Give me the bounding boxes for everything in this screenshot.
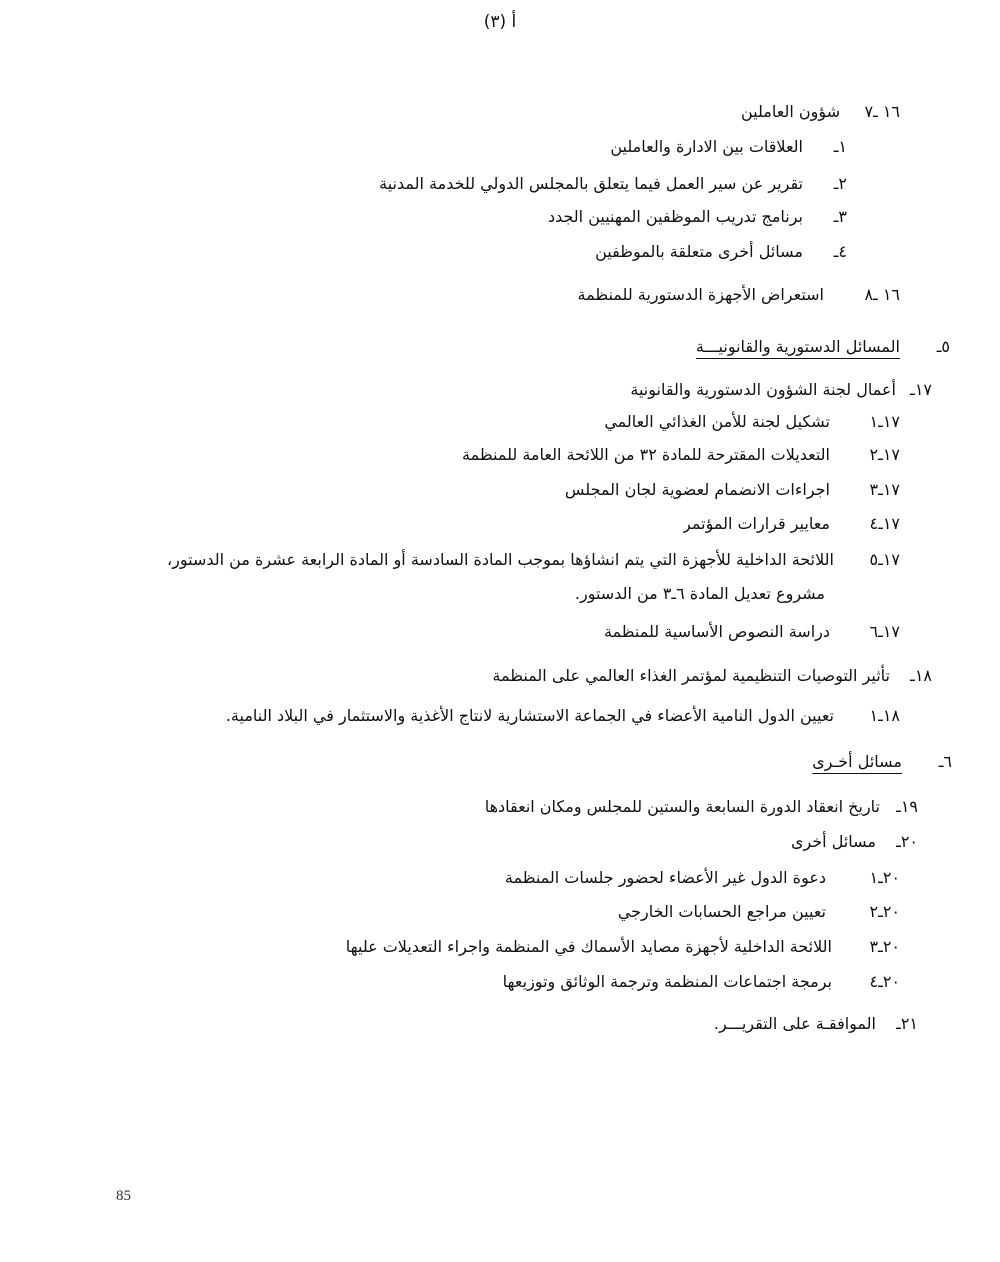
agenda-item-number: ٢٠ـ١ (869, 868, 900, 887)
agenda-item-text: برنامج تدريب الموظفين المهنيين الجدد (547, 207, 803, 226)
agenda-item-text: دراسة النصوص الأساسية للمنظمة (603, 622, 830, 641)
agenda-item-text: أعمال لجنة الشؤون الدستورية والقانونية (630, 380, 896, 399)
agenda-item-sec-6 (812, 750, 952, 774)
agenda-item-20-2 (618, 900, 900, 924)
agenda-item-number: ١٧ـ١ (869, 412, 900, 431)
agenda-item-text: برمجة اجتماعات المنظمة وترجمة الوثائق وتوزيعها (502, 972, 832, 991)
agenda-item-17-2 (462, 443, 900, 467)
agenda-item-number: ٢٠ـ٣ (869, 937, 900, 956)
agenda-item-16-8 (578, 283, 901, 307)
agenda-item-text: مسائل أخـرى (812, 752, 902, 771)
agenda-item-16-7 (741, 100, 900, 124)
agenda-item-number: ١٨ـ١ (869, 706, 900, 725)
agenda-item-number: ١٧ـ٤ (869, 514, 900, 533)
agenda-item-text: دعوة الدول غير الأعضاء لحضور جلسات المنظمة (504, 868, 826, 887)
agenda-item-number: ١٧ـ٦ (869, 622, 900, 641)
agenda-item-17 (630, 378, 932, 402)
agenda-item-number: ١٧ـ (910, 380, 932, 399)
agenda-item-text: تاريخ انعقاد الدورة السابعة والستين للمجلس ومكان انعقادها (484, 797, 880, 816)
agenda-item-text: اللائحة الداخلية للأجهزة التي يتم انشاؤها بموجب المادة السادسة أو المادة الرابعة عشرة من الدستور، (166, 550, 834, 569)
agenda-item-number: ٢٠ـ٢ (869, 902, 900, 921)
agenda-item-16-7-1 (610, 135, 847, 159)
agenda-item-number: ١٨ـ (910, 666, 932, 685)
agenda-item-sec-5 (696, 335, 950, 359)
agenda-item-18 (492, 664, 932, 688)
agenda-item-17-4 (683, 512, 900, 536)
agenda-item-text: اجراءات الانضمام لعضوية لجان المجلس (564, 480, 830, 499)
agenda-item-number: ٢ـ (833, 174, 847, 193)
agenda-item-number: ٢٠ـ (896, 832, 918, 851)
agenda-item-number: ١٧ـ٥ (869, 550, 900, 569)
agenda-item-17-5-cont (575, 582, 825, 606)
agenda-item-number: ٤ـ (833, 242, 847, 261)
agenda-item-text: تشكيل لجنة للأمن الغذائي العالمي (604, 412, 830, 431)
agenda-item-17-1 (604, 410, 900, 434)
agenda-item-number: ٢٠ـ٤ (869, 972, 900, 991)
agenda-item-21 (714, 1012, 918, 1036)
agenda-item-text: معايير قرارات المؤتمر (683, 514, 830, 533)
agenda-item-17-5 (167, 548, 900, 572)
agenda-item-text: شؤون العاملين (740, 102, 840, 121)
page-number: 85 (116, 1188, 131, 1204)
agenda-item-number: ١٧ـ٣ (869, 480, 900, 499)
agenda-item-text: تعيين مراجع الحسابات الخارجي (617, 902, 826, 921)
agenda-item-number: ١ـ (833, 137, 847, 156)
agenda-item-number: ٢١ـ (896, 1014, 918, 1033)
agenda-item-16-7-3 (548, 205, 847, 229)
agenda-item-text: استعراض الأجهزة الدستورية للمنظمة (577, 285, 824, 304)
agenda-item-17-3 (565, 478, 900, 502)
agenda-item-16-7-4 (595, 240, 847, 264)
agenda-item-text: التعديلات المقترحة للمادة ٣٢ من اللائحة العامة للمنظمة (462, 445, 830, 464)
agenda-item-number: ٦ـ (938, 752, 952, 771)
agenda-item-text: العلاقات بين الادارة والعاملين (610, 137, 803, 156)
agenda-item-number: ٣ـ (833, 207, 847, 226)
page-reference: أ (٣) (483, 12, 517, 32)
agenda-item-20-3 (346, 935, 900, 959)
agenda-item-20-4 (503, 970, 900, 994)
agenda-item-text: اللائحة الداخلية لأجهزة مصايد الأسماك في المنظمة واجراء التعديلات عليها (345, 937, 832, 956)
agenda-item-text: الموافقـة على التقريـــر. (713, 1014, 876, 1033)
agenda-item-20 (791, 830, 918, 854)
agenda-item-number: ١٦ ـ٨ (864, 285, 900, 304)
agenda-item-number: ١٩ـ (896, 797, 918, 816)
agenda-item-number: ٥ـ (936, 337, 950, 356)
agenda-item-text: تعيين الدول النامية الأعضاء في الجماعة الاستشارية لانتاج الأغذية والاستثمار في البلاد النامية. (225, 706, 834, 725)
agenda-item-18-1 (226, 704, 900, 728)
agenda-item-16-7-2 (379, 172, 847, 196)
agenda-item-20-1 (505, 866, 900, 890)
agenda-item-text: مسائل أخرى متعلقة بالموظفين (595, 242, 803, 261)
agenda-item-text: مشروع تعديل المادة ٦ـ٣ من الدستور. (574, 584, 825, 603)
agenda-item-17-6 (604, 620, 900, 644)
agenda-item-text: المسائل الدستورية والقانونيـــة (695, 337, 900, 356)
agenda-item-text: تأثير التوصيات التنظيمية لمؤتمر الغذاء العالمي على المنظمة (492, 666, 890, 685)
agenda-item-number: ١٧ـ٢ (869, 445, 900, 464)
agenda-item-number: ١٦ ـ٧ (864, 102, 900, 121)
agenda-item-text: مسائل أخرى (790, 832, 876, 851)
agenda-item-19 (485, 795, 918, 819)
agenda-item-text: تقرير عن سير العمل فيما يتعلق بالمجلس الدولي للخدمة المدنية (379, 174, 803, 193)
